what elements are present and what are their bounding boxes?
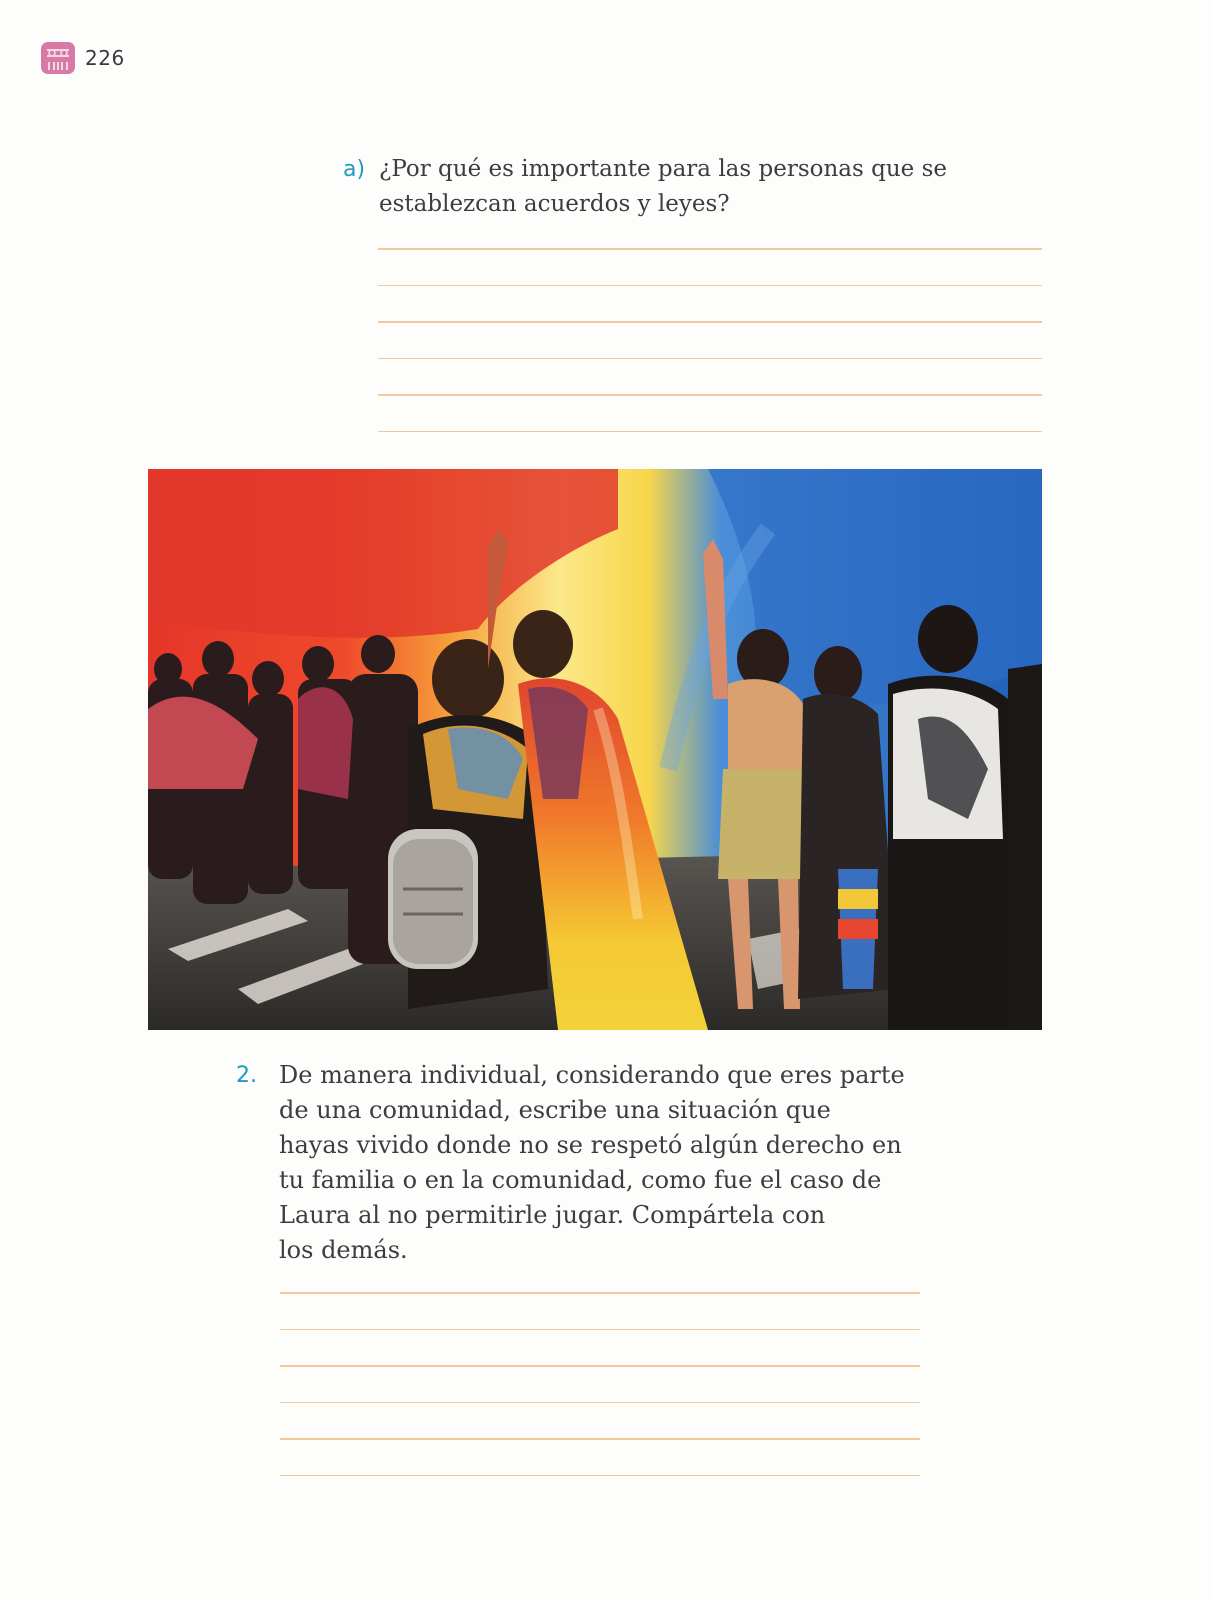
answer-line[interactable] <box>280 1475 920 1477</box>
question-a <box>343 152 1043 222</box>
answer-line[interactable] <box>280 1329 920 1331</box>
question-text <box>379 152 999 222</box>
page-number: 226 <box>85 46 125 70</box>
pink-glyph-icon <box>40 41 76 75</box>
answer-line[interactable] <box>378 358 1042 360</box>
question-text-line: los demás. <box>279 1236 408 1264</box>
answer-line[interactable] <box>280 1292 920 1294</box>
question-text <box>279 1058 919 1268</box>
question-text-line: De manera individual, considerando que eres parte <box>279 1061 905 1089</box>
question-text-line: tu familia o en la comunidad, como fue el caso de <box>279 1166 882 1194</box>
answer-lines-a[interactable] <box>378 248 1042 432</box>
answer-line[interactable] <box>378 248 1042 250</box>
answer-line[interactable] <box>378 285 1042 287</box>
rainbow-flag-march-photo <box>148 469 1042 1030</box>
answer-line[interactable] <box>280 1402 920 1404</box>
question-marker: 2. <box>236 1063 257 1088</box>
answer-line[interactable] <box>280 1365 920 1367</box>
answer-lines-2[interactable] <box>280 1292 920 1476</box>
question-marker: a) <box>343 157 366 182</box>
question-text-line: de una comunidad, escribe una situación que <box>279 1096 831 1124</box>
answer-line[interactable] <box>378 431 1042 433</box>
page-header <box>40 38 125 78</box>
answer-line[interactable] <box>280 1438 920 1440</box>
question-text-line: hayas vivido donde no se respetó algún derecho en <box>279 1131 902 1159</box>
question-text-line: establezcan acuerdos y leyes? <box>379 191 730 217</box>
answer-line[interactable] <box>378 321 1042 323</box>
question-text-line: ¿Por qué es importante para las personas que se <box>379 156 948 182</box>
answer-line[interactable] <box>378 394 1042 396</box>
question-text-line: Laura al no permitirle jugar. Compártela con <box>279 1201 826 1229</box>
question-2 <box>236 1058 936 1268</box>
